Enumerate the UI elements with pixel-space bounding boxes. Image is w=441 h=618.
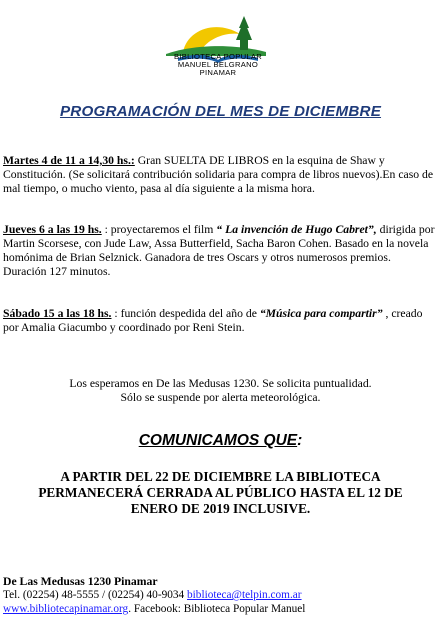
footer-contact	[3, 589, 302, 601]
email-link[interactable]: biblioteca@telpin.com.ar	[187, 589, 302, 601]
event-text: : función despedida del año de	[111, 307, 260, 320]
announcement-heading-text: COMUNICAMOS QUE	[138, 432, 298, 449]
page-title: PROGRAMACIÓN DEL MES DE DICIEMBRE	[59, 103, 382, 120]
footer-facebook: . Facebook: Biblioteca Popular Manuel	[128, 603, 306, 615]
event-date-label: Jueves 6 a las 19 hs.	[3, 223, 102, 236]
closing-line-1: Los esperamos en De las Medusas 1230. Se solicita puntualidad.	[69, 377, 372, 390]
event-text: , creado por Amalia Giacumbo y coordinado por Reni Stein.	[3, 307, 423, 334]
logo-text-line3: PINAMAR	[199, 68, 237, 77]
event-date-label: Martes 4 de 11 a 14,30 hs.:	[3, 154, 135, 167]
event-text: dirigida por Martin Scorsese, con Jude Law, Assa Butterfield, Sacha Baron Cohen. Basado en la novela homónima de Brian Selznick. Ganadora de tres Oscars y otros numerosos premios. Duración 127 minutos.	[3, 223, 435, 278]
event-text: Gran SUELTA DE LIBROS en la esquina de Shaw y Constitución. (Se solicitará contribución solidaria para compra de libros nuevos).En caso de mal tiempo, o mucho viento, pasa al día siguiente a la misma hora.	[3, 154, 434, 195]
logo-text-line1: BIBLIOTECA POPULAR	[173, 52, 263, 61]
footer-web	[3, 603, 305, 615]
film-title: “ La invención de Hugo Cabret”,	[216, 223, 377, 236]
event-text: : proyectaremos el film	[101, 223, 217, 236]
event-paragraph-2	[3, 223, 437, 279]
website-link[interactable]: www.bibliotecapinamar.org	[3, 603, 129, 615]
event-paragraph-1	[3, 154, 437, 196]
tree-icon	[236, 16, 252, 50]
footer-phone: Tel. (02254) 48-5555 / (02254) 40-9034	[3, 589, 188, 601]
footer-address: De Las Medusas 1230 Pinamar	[3, 575, 158, 588]
event-date-label: Sábado 15 a las 18 hs.	[3, 307, 112, 320]
announcement-heading-suffix: :	[297, 432, 303, 449]
event-work-title: “Música para compartir”	[259, 307, 383, 320]
announcement-text: A PARTIR DEL 22 DE DICIEMBRE LA BIBLIOTECA PERMANECERÁ CERRADA AL PÚBLICO HASTA EL 12 DE ENERO DE 2019 INCLUSIVE.	[38, 469, 403, 516]
announcement-heading	[0, 432, 441, 450]
event-paragraph-3	[3, 307, 437, 335]
closing-line-2: Sólo se suspende por alerta meteorológica.	[120, 391, 321, 404]
logo-text-line2: MANUEL BELGRANO	[177, 60, 259, 69]
